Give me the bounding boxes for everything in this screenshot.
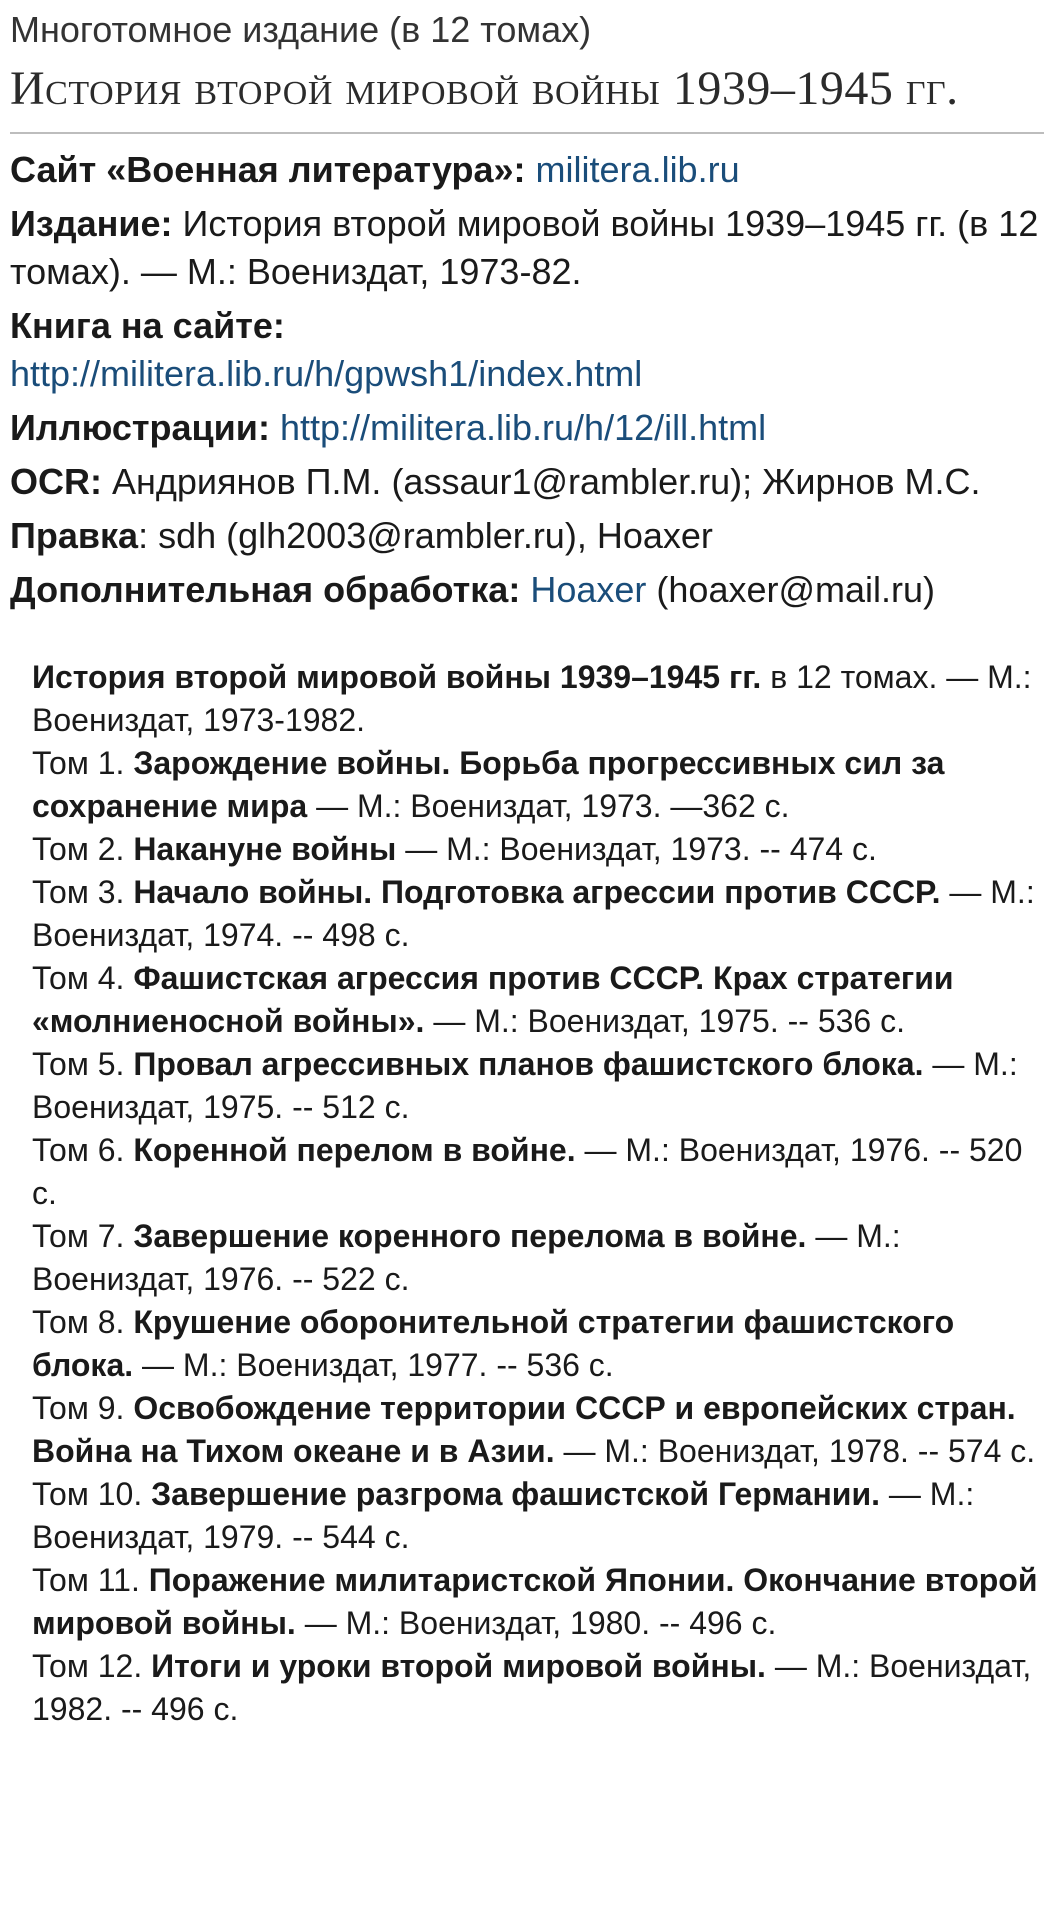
site-label: Сайт «Военная литература»: (10, 149, 526, 190)
volume-tail: — М.: Воениздат, 1974. -- 498 с. (32, 874, 1035, 953)
illustrations-link[interactable]: http://militera.lib.ru/h/12/ill.html (279, 407, 767, 448)
volume-title: Накануне войны (133, 831, 397, 867)
volume-tail: — М.: Воениздат, 1982. -- 496 с. (32, 1648, 1032, 1727)
volume-title: Итоги и уроки второй мировой войны. (151, 1648, 766, 1684)
volume-label: Том 10. (32, 1476, 143, 1512)
volume-item (32, 1129, 1042, 1215)
volume-item (32, 1301, 1042, 1387)
volume-tail: — М.: Воениздат, 1978. -- 574 с. (563, 1433, 1036, 1469)
volumes-intro-text: в 12 томах. — М.: Воениздат, 1973-1982. (32, 659, 1032, 738)
volume-label: Том 2. (32, 831, 125, 867)
volumes-intro-title: История второй мировой войны 1939–1945 гг. (32, 659, 762, 695)
volume-label: Том 11. (32, 1562, 140, 1598)
edit-label: Правка (10, 515, 139, 556)
volume-item (32, 957, 1042, 1043)
volume-label: Том 5. (32, 1046, 125, 1082)
volume-tail: — М.: Воениздат, 1976. -- 522 с. (32, 1218, 901, 1297)
site-link[interactable]: militera.lib.ru (535, 149, 740, 190)
volume-title: Начало войны. Подготовка агрессии против СССР. (133, 874, 941, 910)
volume-tail: — М.: Воениздат, 1975. -- 536 с. (433, 1003, 905, 1039)
volume-item (32, 1559, 1042, 1645)
page-title: История второй мировой войны 1939–1945 гг. (10, 62, 959, 115)
volume-title: Крушение оборонительной стратегии фашистского блока. (32, 1304, 955, 1383)
edition-row (10, 200, 1054, 296)
illustrations-label: Иллюстрации: (10, 407, 270, 448)
volume-item (32, 1645, 1042, 1731)
volume-title: Освобождение территории СССР и европейских стран. Война на Тихом океане и в Азии. (32, 1390, 1016, 1469)
extra-row (10, 566, 1054, 614)
volume-label: Том 3. (32, 874, 125, 910)
book-row (10, 302, 1054, 398)
ocr-text: Андриянов П.М. (assaur1@rambler.ru); Жирнов М.С. (112, 461, 981, 502)
volume-item (32, 742, 1042, 828)
ocr-label: OCR: (10, 461, 102, 502)
volume-tail: — М.: Воениздат, 1976. -- 520 с. (32, 1132, 1023, 1211)
volume-tail: — М.: Воениздат, 1979. -- 544 с. (32, 1476, 975, 1555)
volume-label: Том 9. (32, 1390, 125, 1426)
edit-text: : sdh (glh2003@rambler.ru), Hoaxer (138, 515, 713, 556)
volume-title: Фашистская агрессия против СССР. Крах стратегии «молниеносной войны». (32, 960, 954, 1039)
volumes-list (32, 656, 1042, 1731)
edit-row (10, 512, 1054, 560)
edition-label: Издание: (10, 203, 173, 244)
volume-label: Том 4. (32, 960, 125, 996)
site-row (10, 146, 1054, 194)
volume-title: Поражение милитаристской Японии. Окончание второй мировой войны. (32, 1562, 1038, 1641)
ocr-row (10, 458, 1054, 506)
extra-text: (hoaxer@mail.ru) (656, 569, 936, 610)
volume-tail: — М.: Воениздат, 1980. -- 496 с. (304, 1605, 777, 1641)
extra-label: Дополнительная обработка: (10, 569, 521, 610)
volume-item (32, 871, 1042, 957)
volume-tail: — М.: Воениздат, 1973. -- 474 с. (405, 831, 877, 867)
extra-link[interactable]: Hoaxer (530, 569, 647, 610)
volumes-intro (32, 656, 1042, 742)
volume-label: Том 8. (32, 1304, 125, 1340)
volume-tail: — М.: Воениздат, 1973. —362 с. (316, 788, 790, 824)
volume-title: Завершение разгрома фашистской Германии. (151, 1476, 881, 1512)
book-label: Книга на сайте: (10, 305, 285, 346)
volume-label: Том 12. (32, 1648, 143, 1684)
volume-label: Том 1. (32, 745, 125, 781)
volume-label: Том 6. (32, 1132, 125, 1168)
volume-title: Провал агрессивных планов фашистского блока. (133, 1046, 924, 1082)
volume-item (32, 1043, 1042, 1129)
title-divider (10, 132, 1044, 134)
edition-text: История второй мировой войны 1939–1945 гг. (в 12 томах). — М.: Воениздат, 1973-82. (10, 203, 1039, 292)
volume-tail: — М.: Воениздат, 1975. -- 512 с. (32, 1046, 1018, 1125)
volume-item (32, 1473, 1042, 1559)
book-link[interactable]: http://militera.lib.ru/h/gpwsh1/index.html (10, 353, 643, 394)
volume-item (32, 1387, 1042, 1473)
illustrations-row (10, 404, 1054, 452)
volume-item (32, 1215, 1042, 1301)
series-subtitle: Многотомное издание (в 12 томах) (10, 9, 592, 50)
volume-title: Завершение коренного перелома в войне. (133, 1218, 807, 1254)
volume-label: Том 7. (32, 1218, 125, 1254)
book-metadata (10, 146, 1054, 614)
volume-tail: — М.: Воениздат, 1977. -- 536 с. (142, 1347, 614, 1383)
volume-title: Коренной перелом в войне. (133, 1132, 576, 1168)
volume-item (32, 828, 1042, 871)
volume-title: Зарождение войны. Борьба прогрессивных сил за сохранение мира (32, 745, 945, 824)
